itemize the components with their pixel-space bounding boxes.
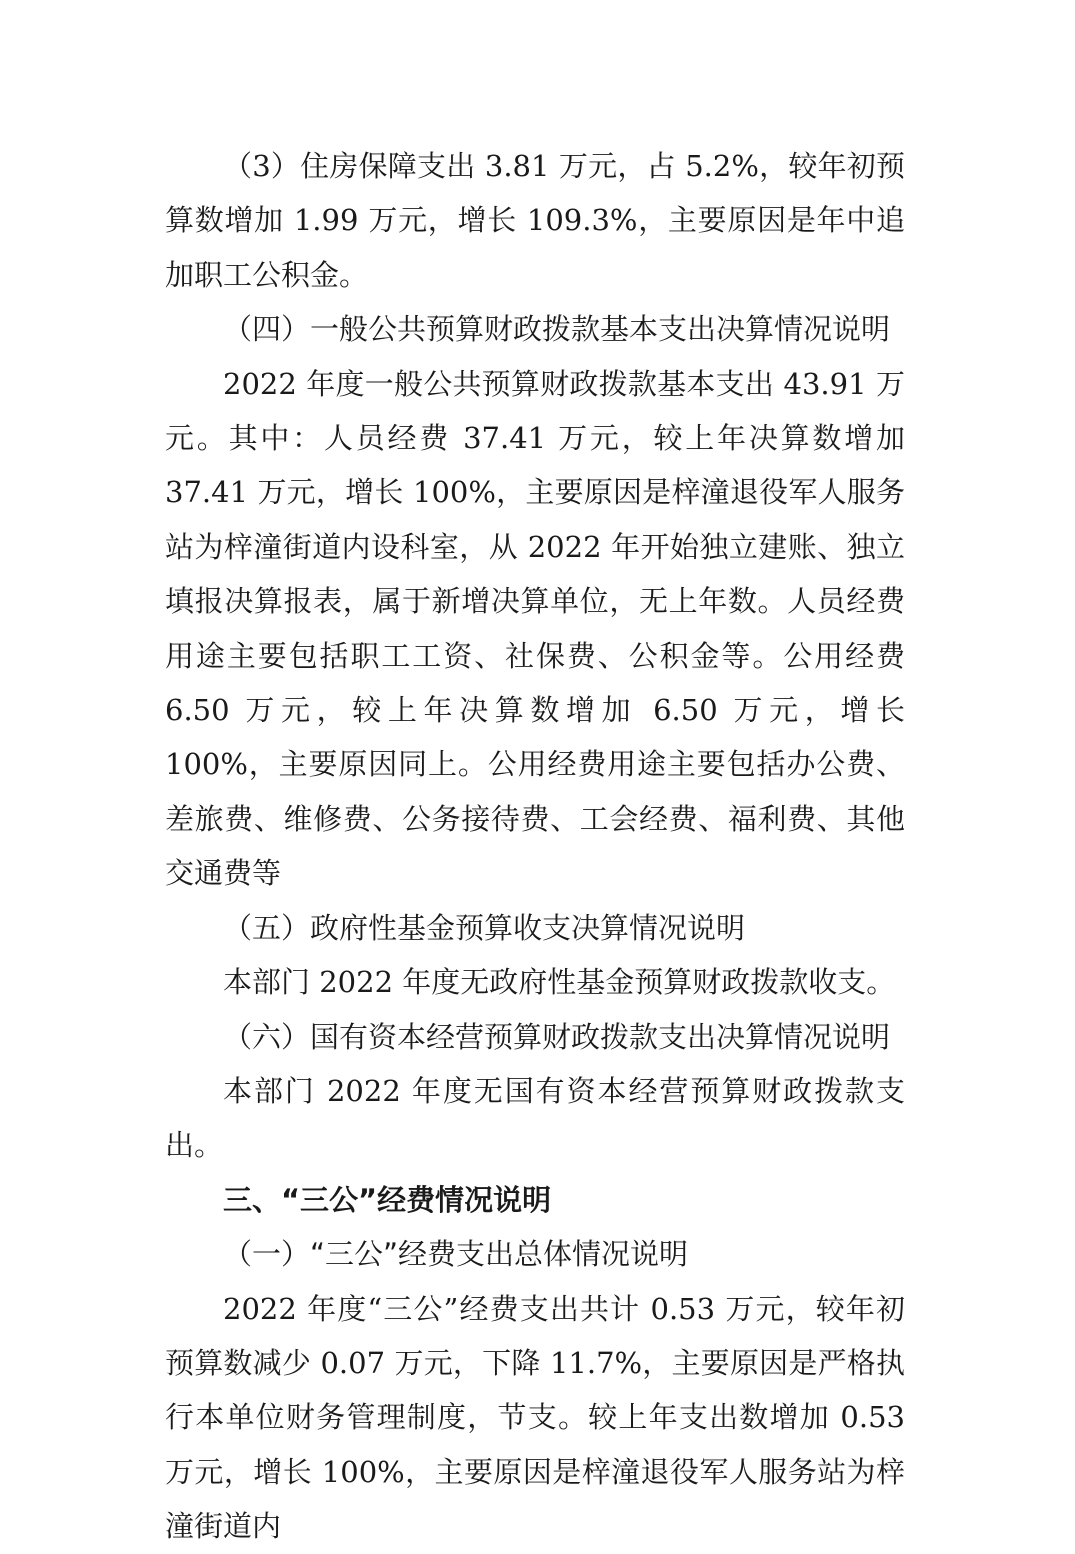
chapter-heading-three-public: 三、“三公”经费情况说明 [223, 1182, 552, 1217]
paragraph-state-capital: 本部门 2022 年度无国有资本经营预算财政拨款支出。 [165, 1073, 905, 1163]
section-heading-three-public-overview: （一）“三公”经费支出总体情况说明 [223, 1237, 689, 1272]
section-heading-government-fund: （五）政府性基金预算收支决算情况说明 [223, 910, 746, 945]
section-heading-basic-expense: （四）一般公共预算财政拨款基本支出决算情况说明 [223, 312, 891, 347]
paragraph-basic-expense: 2022 年度一般公共预算财政拨款基本支出 43.91 万元。其中：人员经费 37.41 万元，较上年决算数增加 37.41 万元，增长 100%，主要原因是梓潼退役军人服务站为梓潼街道内设科室，从 2022 年开始独立建账、独立填报决算报表，属于新增决算单位，无上年数。人员经费用途主要包括职工工资、社保费、公积金等。公用经费 6.50 万元，较上年决算数增加 6.50 万元，增长 100%，主要原因同上。公用经费用途主要包括办公费、差旅费、维修费、公务接待费、工会经费、福利费、其他交通费等 [165, 366, 905, 891]
document-page [165, 139, 905, 1554]
paragraph-housing-expense: （3）住房保障支出 3.81 万元，占 5.2%，较年初预算数增加 1.99 万元，增长 109.3%，主要原因是年中追加职工公积金。 [165, 149, 905, 292]
paragraph-government-fund: 本部门 2022 年度无政府性基金预算财政拨款收支。 [223, 965, 896, 1000]
paragraph-three-public-overview: 2022 年度“三公”经费支出共计 0.53 万元，较年初预算数减少 0.07 万元，下降 11.7%，主要原因是严格执行本单位财务管理制度，节支。较上年支出数增加 0.53 万元，增长 100%，主要原因是梓潼退役军人服务站为梓潼街道内 [165, 1291, 905, 1544]
section-heading-state-capital: （六）国有资本经营预算财政拨款支出决算情况说明 [223, 1019, 891, 1054]
